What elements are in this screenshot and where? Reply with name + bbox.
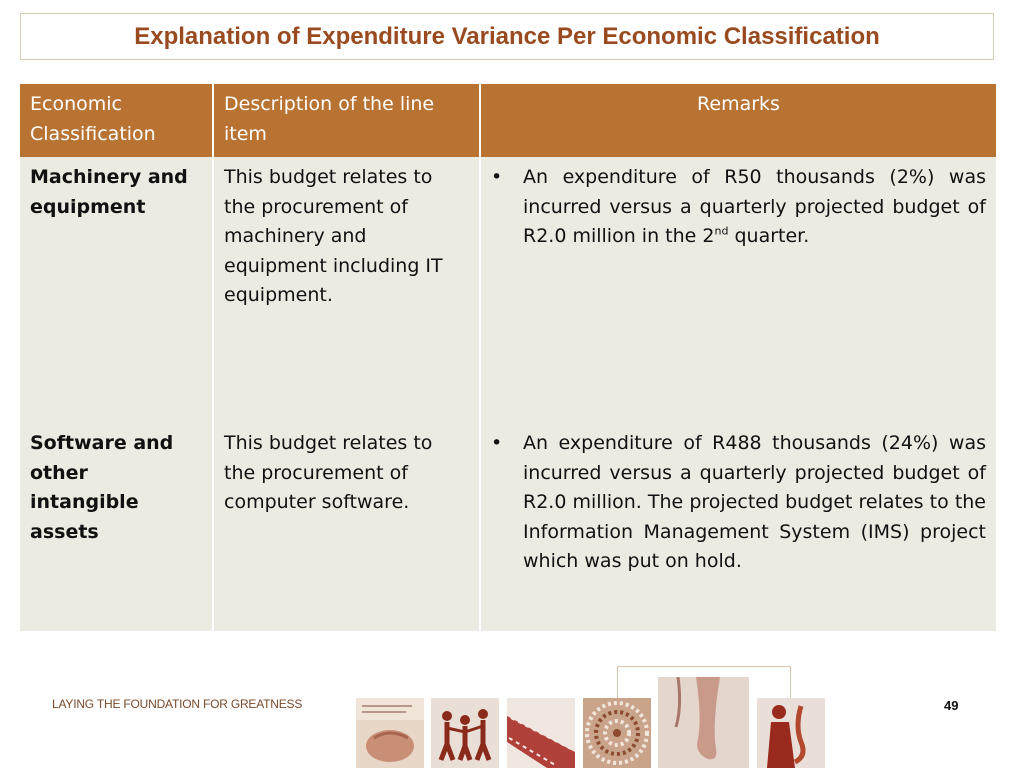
remark-main-text: An expenditure of R488 thousands (24%) was incurred versus a quarterly projected budget of R2.0 million. The projected budget relates to the Information Management System (IMS) project which was put on hold. [523,432,986,572]
header-economic-classification: Economic Classification [20,84,213,157]
classification-cell: Software and other intangible assets [20,423,213,631]
remarks-cell [480,423,996,631]
film-strip-photo [507,698,575,768]
family-dancing-photo [431,698,499,768]
description-cell: This budget relates to the procurement of computer software. [213,423,480,631]
remark-bullet [491,429,986,577]
remark-trailing-text: quarter. [728,225,810,247]
decorative-frame-line [617,666,791,667]
saxophone-player-photo [757,698,825,768]
remark-main-text: An expenditure of R50 thousands (2%) was incurred versus a quarterly projected budget of R2.0 million in the 2 [523,166,986,247]
table-row [20,423,996,631]
remark-superscript: nd [714,224,729,238]
bullet-icon: • [491,166,503,188]
beadwork-photo [583,698,651,768]
page-number: 49 [944,698,959,713]
classification-cell: Machinery and equipment [20,157,213,423]
remark-text [523,429,986,577]
variance-table [20,84,996,631]
page-title: Explanation of Expenditure Variance Per Economic Classification [134,22,880,50]
decorative-frame-line [790,666,791,698]
remark-bullet [491,163,986,252]
table-header-row [20,84,996,157]
footer-tagline: LAYING THE FOUNDATION FOR GREATNESS [52,697,303,711]
header-remarks: Remarks [480,84,996,157]
header-description: Description of the line item [213,84,480,157]
bullet-icon: • [491,432,503,454]
description-cell: This budget relates to the procurement of machinery and equipment including IT equipment. [213,157,480,423]
remarks-cell [480,157,996,423]
table-row [20,157,996,423]
remark-text [523,163,986,252]
handwriting-photo [356,698,424,768]
title-box [20,13,994,60]
decorative-frame-line [617,666,618,698]
ballet-shoes-photo [658,677,749,768]
